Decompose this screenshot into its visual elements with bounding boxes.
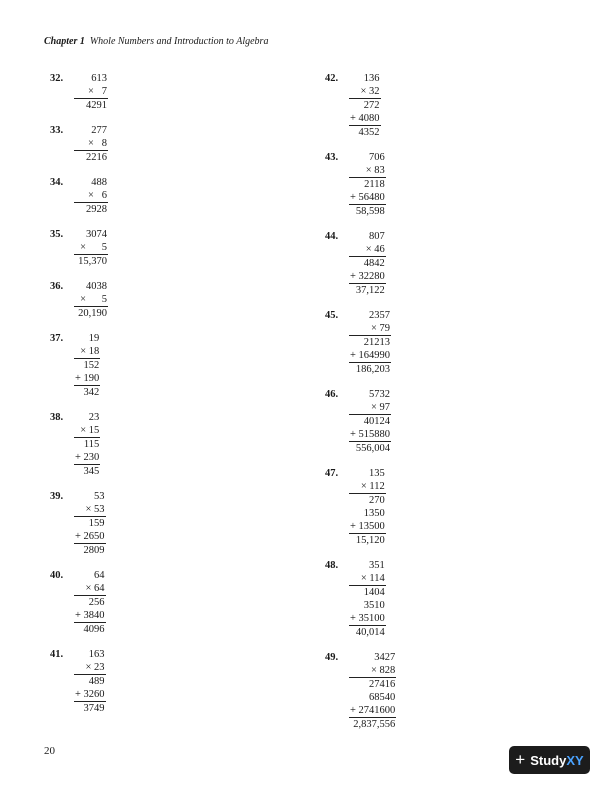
problem-number: 37. xyxy=(50,333,64,344)
studyxy-logo[interactable] xyxy=(509,746,590,774)
work-line: × 8 xyxy=(74,137,108,151)
problem-number: 42. xyxy=(325,73,339,84)
work-line: 186,203 xyxy=(355,364,391,375)
work-line: + 13500 xyxy=(350,521,385,532)
work-line: 53 xyxy=(94,491,105,502)
work-line: 342 xyxy=(83,387,100,398)
problem-number: 44. xyxy=(325,231,339,242)
multiplication-work xyxy=(349,559,386,639)
work-line: + 3840 xyxy=(75,610,105,621)
problem-43 xyxy=(325,151,396,218)
problem-49 xyxy=(325,651,396,731)
work-line: × 112 xyxy=(349,480,386,494)
problem-35 xyxy=(50,228,108,268)
work-line: + 230 xyxy=(75,452,100,463)
multiplication-work xyxy=(349,230,386,297)
problem-number: 32. xyxy=(50,73,64,84)
work-line: 136 xyxy=(363,73,380,84)
work-line: 135 xyxy=(369,468,385,479)
work-line: 40,014 xyxy=(355,627,385,638)
problem-45 xyxy=(325,309,396,376)
problem-number: 48. xyxy=(325,560,339,571)
work-line: 159 xyxy=(88,518,105,529)
work-line: 706 xyxy=(369,152,385,163)
problem-number: 46. xyxy=(325,389,339,400)
work-line: + 2650 xyxy=(75,531,105,542)
problem-46 xyxy=(325,388,396,455)
problem-32 xyxy=(50,72,108,112)
work-line: × 7 xyxy=(74,85,108,99)
problem-number: 49. xyxy=(325,652,339,663)
problem-41 xyxy=(50,648,108,715)
work-line: 2809 xyxy=(83,545,105,556)
multiplication-work xyxy=(74,176,108,216)
work-line: 27416 xyxy=(369,679,396,690)
multiplication-work xyxy=(74,411,100,478)
work-line: 15,120 xyxy=(355,535,385,546)
multiplication-work xyxy=(74,490,106,557)
multiplication-work xyxy=(74,569,106,636)
problem-34 xyxy=(50,176,108,216)
work-line: 2,837,556 xyxy=(353,719,396,730)
problem-37 xyxy=(50,332,108,399)
problem-33 xyxy=(50,124,108,164)
work-line: × 23 xyxy=(74,661,106,675)
work-line: 3749 xyxy=(83,703,105,714)
work-line: 3510 xyxy=(363,600,385,611)
multiplication-work xyxy=(74,228,108,268)
work-line: 272 xyxy=(363,100,380,111)
work-line: + 3260 xyxy=(75,689,105,700)
work-line: + 4080 xyxy=(350,113,380,124)
work-line: 807 xyxy=(369,231,385,242)
work-line: × 5 xyxy=(74,293,108,307)
work-line: + 2741600 xyxy=(350,705,396,716)
work-line: 3427 xyxy=(374,652,396,663)
work-line: 152 xyxy=(83,360,100,371)
work-line: 5732 xyxy=(369,389,391,400)
problem-number: 47. xyxy=(325,468,339,479)
work-line: 2216 xyxy=(86,152,107,163)
plus-icon: + xyxy=(515,750,526,769)
left-column-problems xyxy=(50,72,108,727)
work-line: 37,122 xyxy=(355,285,385,296)
work-line: + 56480 xyxy=(350,192,385,203)
multiplication-work xyxy=(74,648,106,715)
work-line: 1350 xyxy=(363,508,385,519)
work-line: 4096 xyxy=(83,624,105,635)
page-number: 20 xyxy=(44,745,55,757)
problem-42 xyxy=(325,72,396,139)
logo-suffix: XY xyxy=(566,752,584,768)
work-line: × 828 xyxy=(349,664,396,678)
work-line: 15,370 xyxy=(78,256,107,267)
right-column-problems xyxy=(325,72,396,743)
work-line: 21213 xyxy=(363,337,391,348)
problem-number: 36. xyxy=(50,281,64,292)
work-line: 163 xyxy=(88,649,105,660)
work-line: × 46 xyxy=(349,243,386,257)
problem-number: 34. xyxy=(50,177,64,188)
work-line: × 15 xyxy=(74,424,100,438)
work-line: 4038 xyxy=(86,281,107,292)
multiplication-work xyxy=(349,151,386,218)
work-line: 58,598 xyxy=(355,206,385,217)
work-line: 613 xyxy=(91,73,107,84)
work-line: 4291 xyxy=(86,100,107,111)
work-line: 556,004 xyxy=(355,443,391,454)
work-line: × 79 xyxy=(349,322,391,336)
work-line: 64 xyxy=(94,570,105,581)
work-line: 115 xyxy=(83,439,100,450)
work-line: 488 xyxy=(91,177,107,188)
work-line: + 190 xyxy=(75,373,100,384)
work-line: 20,190 xyxy=(78,308,107,319)
multiplication-work xyxy=(349,467,386,547)
work-line: × 53 xyxy=(74,503,106,517)
multiplication-work xyxy=(74,280,108,320)
work-line: + 32280 xyxy=(350,271,385,282)
work-line: + 164990 xyxy=(350,350,391,361)
work-line: 2928 xyxy=(86,204,107,215)
multiplication-work xyxy=(74,332,100,399)
work-line: 68540 xyxy=(369,692,396,703)
work-line: × 32 xyxy=(349,85,381,99)
problem-number: 33. xyxy=(50,125,64,136)
multiplication-work xyxy=(349,72,381,139)
multiplication-work xyxy=(349,651,396,731)
problem-number: 41. xyxy=(50,649,64,660)
work-line: + 35100 xyxy=(350,613,385,624)
work-line: 351 xyxy=(369,560,385,571)
work-line: 345 xyxy=(83,466,100,477)
problem-number: 45. xyxy=(325,310,339,321)
multiplication-work xyxy=(74,124,108,164)
multiplication-work xyxy=(349,309,391,376)
logo-name: Study xyxy=(530,752,567,768)
work-line: 256 xyxy=(88,597,105,608)
multiplication-work xyxy=(349,388,391,455)
work-line: 2118 xyxy=(364,179,385,190)
problem-38 xyxy=(50,411,108,478)
work-line: × 5 xyxy=(74,241,108,255)
work-line: × 18 xyxy=(74,345,100,359)
work-line: 4352 xyxy=(358,127,380,138)
work-line: 3074 xyxy=(86,229,107,240)
chapter-label: Chapter 1 xyxy=(44,36,85,47)
problem-number: 43. xyxy=(325,152,339,163)
work-line: 2357 xyxy=(369,310,391,321)
problem-47 xyxy=(325,467,396,547)
work-line: 270 xyxy=(369,495,385,506)
problem-40 xyxy=(50,569,108,636)
work-line: × 64 xyxy=(74,582,106,596)
multiplication-work xyxy=(74,72,108,112)
work-line: × 83 xyxy=(349,164,386,178)
work-line: 19 xyxy=(88,333,100,344)
work-line: 23 xyxy=(88,412,100,423)
problem-44 xyxy=(325,230,396,297)
problem-number: 35. xyxy=(50,229,64,240)
chapter-title: Whole Numbers and Introduction to Algebra xyxy=(89,36,269,47)
work-line: × 114 xyxy=(349,572,386,586)
work-line: + 515880 xyxy=(350,429,391,440)
problem-number: 38. xyxy=(50,412,64,423)
work-line: 277 xyxy=(91,125,107,136)
problem-48 xyxy=(325,559,396,639)
work-line: 4842 xyxy=(363,258,385,269)
work-line: 40124 xyxy=(363,416,391,427)
problem-36 xyxy=(50,280,108,320)
page-header xyxy=(44,36,268,47)
problem-number: 40. xyxy=(50,570,64,581)
problem-number: 39. xyxy=(50,491,64,502)
problem-39 xyxy=(50,490,108,557)
work-line: 1404 xyxy=(363,587,385,598)
work-line: × 6 xyxy=(74,189,108,203)
work-line: × 97 xyxy=(349,401,391,415)
work-line: 489 xyxy=(88,676,105,687)
